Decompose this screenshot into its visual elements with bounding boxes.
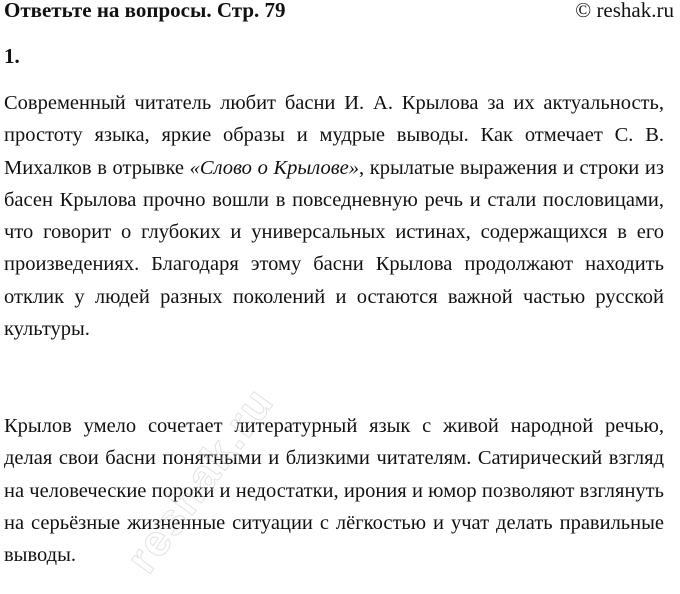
question-number: 1.: [4, 44, 20, 68]
paragraph-1-text-end: , крылатые выражения и строки из басен Крылова прочно вошли в повседневную речь и стали пословицами, что говорит о глубоких и универсальных истинах, содержащихся в его произведениях. Благодаря этому басни Крылова продолжают находить отклик у людей разных поколений и остаются важной частью русской культуры.: [4, 156, 664, 341]
work-title-quote: «Слово о Крылове»: [189, 156, 359, 179]
paragraph-2-text: Крылов умело сочетает литературный язык с живой народной речью, делая свои басни понятными и близкими читателям. Сатирический взгляд на человеческие пороки и недостатки, ирония и юмор позволяют взглянуть на серьёзные жизненные ситуации с лёгкостью и учат делать правильные выводы.: [4, 415, 664, 567]
page-title: Ответьте на вопросы. Стр. 79: [4, 0, 286, 22]
source-credit: © reshak.ru: [575, 0, 674, 22]
watermark-text: reshak.ru: [116, 378, 284, 583]
page-header: [4, 0, 674, 24]
answer-paragraph-2: [4, 410, 664, 571]
paragraph-1-text-start: Современный читатель любит басни И. А. Крылова за их актуальность, простоту языка, яркие образы и мудрые выводы. Как отмечает С. В. Михалков в отрывке: [4, 92, 664, 179]
answer-paragraph-1: [4, 87, 664, 345]
